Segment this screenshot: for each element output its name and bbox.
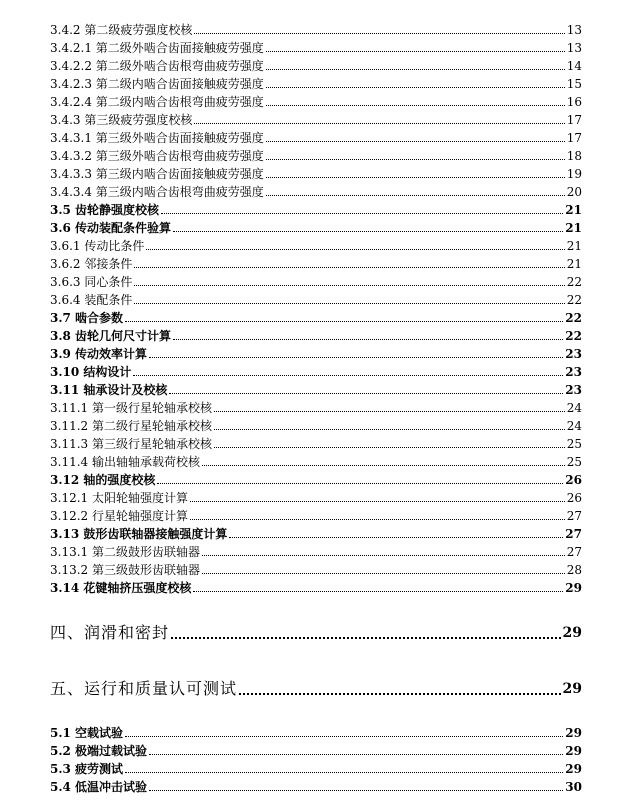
toc-entry-page: 26 bbox=[566, 491, 582, 505]
toc-leader-dots bbox=[229, 537, 563, 538]
toc-entry[interactable] bbox=[50, 127, 582, 145]
toc-entry-title: 3.10 结构设计 bbox=[50, 365, 132, 379]
toc-chapter-title: 五、运行和质量认可测试 bbox=[50, 679, 238, 698]
toc-entry[interactable] bbox=[50, 109, 582, 127]
toc-entry-page: 23 bbox=[565, 365, 582, 379]
toc-entry-title: 3.12 轴的强度校核 bbox=[50, 473, 156, 487]
toc-entry-page: 29 bbox=[565, 581, 582, 595]
toc-leader-dots bbox=[149, 357, 563, 358]
toc-entry-title: 3.4.3.3 第三级内啮合齿面接触疲劳强度 bbox=[50, 167, 264, 181]
toc-entry-page: 27 bbox=[565, 527, 582, 541]
toc-entry-title: 3.4.3.2 第三级外啮合齿根弯曲疲劳强度 bbox=[50, 149, 264, 163]
toc-entry-title: 3.11.2 第二级行星轮轴承校核 bbox=[50, 419, 212, 433]
toc-entry-title: 3.6.2 邻接条件 bbox=[50, 257, 133, 271]
toc-chapter-title: 四、润滑和密封 bbox=[50, 623, 170, 642]
toc-entry-title: 3.6 传动装配条件验算 bbox=[50, 221, 172, 235]
toc-leader-dots bbox=[266, 69, 565, 70]
toc-entry-title: 3.11.3 第三级行星轮轴承校核 bbox=[50, 437, 212, 451]
toc-entry-page: 21 bbox=[565, 221, 582, 235]
toc-entry[interactable] bbox=[50, 740, 582, 758]
toc-leader-dots bbox=[202, 465, 565, 466]
toc-chapter-page: 29 bbox=[562, 681, 582, 697]
toc-entry-page: 17 bbox=[566, 113, 582, 127]
toc-leader-dots bbox=[146, 249, 564, 250]
toc-entry[interactable] bbox=[50, 235, 582, 253]
toc-leader-dots bbox=[266, 159, 565, 160]
toc-entry-page: 27 bbox=[566, 545, 582, 559]
toc-entry-title: 3.9 传动效率计算 bbox=[50, 347, 148, 361]
toc-entry-page: 21 bbox=[566, 257, 582, 271]
toc-entry-title: 3.5 齿轮静强度校核 bbox=[50, 203, 160, 217]
toc-entry-page: 22 bbox=[565, 311, 582, 325]
toc-entry-page: 26 bbox=[565, 473, 582, 487]
toc-chapter-entry[interactable] bbox=[50, 677, 582, 699]
toc-leader-dots bbox=[266, 105, 565, 106]
toc-entry-page: 17 bbox=[566, 131, 582, 145]
toc-entry-page: 29 bbox=[565, 762, 582, 776]
toc-leader-dots bbox=[161, 213, 563, 214]
toc-leader-dots bbox=[125, 772, 563, 773]
toc-entry[interactable] bbox=[50, 451, 582, 469]
toc-entry[interactable] bbox=[50, 415, 582, 433]
toc-entry-title: 3.11.4 输出轴轴承载荷校核 bbox=[50, 455, 200, 469]
toc-entry[interactable] bbox=[50, 253, 582, 271]
toc-entry-title: 5.1 空载试验 bbox=[50, 726, 124, 740]
toc-entry-page: 29 bbox=[565, 726, 582, 740]
toc-entry-page: 14 bbox=[566, 59, 582, 73]
toc-entry-page: 27 bbox=[566, 509, 582, 523]
toc-entry[interactable] bbox=[50, 37, 582, 55]
toc-entry-title: 3.12.1 太阳轮轴强度计算 bbox=[50, 491, 188, 505]
toc-entry[interactable] bbox=[50, 91, 582, 109]
toc-entry-title: 3.6.1 传动比条件 bbox=[50, 239, 145, 253]
toc-entry[interactable] bbox=[50, 289, 582, 307]
toc-entry[interactable] bbox=[50, 559, 582, 577]
toc-leader-dots bbox=[149, 790, 563, 791]
toc-leader-dots bbox=[266, 141, 565, 142]
toc-entry-page: 18 bbox=[566, 149, 582, 163]
toc-entry-page: 24 bbox=[566, 419, 582, 433]
toc-entry-page: 19 bbox=[566, 167, 582, 181]
toc-entry-title: 3.4.3 第三级疲劳强度校核 bbox=[50, 113, 193, 127]
toc-entry-title: 5.2 极端过载试验 bbox=[50, 744, 148, 758]
toc-leader-dots bbox=[149, 754, 563, 755]
toc-entry[interactable] bbox=[50, 55, 582, 73]
toc-leader-dots bbox=[134, 267, 564, 268]
toc-entry[interactable] bbox=[50, 307, 582, 325]
toc-entry-page: 16 bbox=[566, 95, 582, 109]
toc-entry[interactable] bbox=[50, 163, 582, 181]
toc-leader-dots bbox=[173, 339, 563, 340]
toc-entry[interactable] bbox=[50, 523, 582, 541]
toc-leader-dots bbox=[214, 429, 565, 430]
toc-entry-title: 3.13.1 第二级鼓形齿联轴器 bbox=[50, 545, 200, 559]
toc-leader-dots bbox=[214, 411, 565, 412]
toc-entry[interactable] bbox=[50, 199, 582, 217]
toc-entry-page: 20 bbox=[566, 185, 582, 199]
toc-entry-page: 23 bbox=[565, 347, 582, 361]
toc-leader-dots bbox=[125, 736, 563, 737]
toc-leader-dots bbox=[193, 591, 563, 592]
toc-entry[interactable] bbox=[50, 379, 582, 397]
toc-entry-page: 13 bbox=[566, 23, 582, 37]
toc-leader-dots bbox=[266, 87, 565, 88]
toc-entry-page: 22 bbox=[566, 275, 582, 289]
toc-leader-dots bbox=[169, 393, 563, 394]
toc-entry[interactable] bbox=[50, 271, 582, 289]
toc-leader-dots bbox=[190, 519, 565, 520]
toc-entry[interactable] bbox=[50, 325, 582, 343]
toc-leader-dots bbox=[133, 375, 563, 376]
toc-entry-title: 3.11 轴承设计及校核 bbox=[50, 383, 168, 397]
toc-leader-dots bbox=[125, 321, 563, 322]
toc-entry-page: 29 bbox=[565, 744, 582, 758]
toc-entry-title: 3.13 鼓形齿联轴器接触强度计算 bbox=[50, 527, 228, 541]
toc-leader-dots bbox=[194, 123, 564, 124]
toc-entry-page: 28 bbox=[566, 563, 582, 577]
toc-entry-title: 5.4 低温冲击试验 bbox=[50, 780, 148, 794]
toc-entry[interactable] bbox=[50, 19, 582, 37]
toc-entry[interactable] bbox=[50, 722, 582, 740]
toc-entry[interactable] bbox=[50, 181, 582, 199]
toc-entry-title: 3.4.2.1 第二级外啮合齿面接触疲劳强度 bbox=[50, 41, 264, 55]
toc-chapter-entry[interactable] bbox=[50, 621, 582, 643]
toc-entry[interactable] bbox=[50, 776, 582, 794]
toc-entry-title: 3.11.1 第一级行星轮轴承校核 bbox=[50, 401, 212, 415]
toc-entry-title: 3.6.3 同心条件 bbox=[50, 275, 133, 289]
toc-entry-title: 3.4.3.1 第三级外啮合齿面接触疲劳强度 bbox=[50, 131, 264, 145]
toc-leader-dots bbox=[202, 573, 565, 574]
toc-leader-dots bbox=[266, 195, 565, 196]
toc-entry-page: 30 bbox=[565, 780, 582, 794]
toc-entry-title: 3.4.2.3 第二级内啮合齿面接触疲劳强度 bbox=[50, 77, 264, 91]
toc-entry[interactable] bbox=[50, 505, 582, 523]
toc-entry-title: 3.12.2 行星轮轴强度计算 bbox=[50, 509, 188, 523]
toc-entry-title: 3.4.2.2 第二级外啮合齿根弯曲疲劳强度 bbox=[50, 59, 264, 73]
toc-entry[interactable] bbox=[50, 577, 582, 595]
toc-entry-title: 3.13.2 第三级鼓形齿联轴器 bbox=[50, 563, 200, 577]
toc-entry[interactable] bbox=[50, 73, 582, 91]
toc-entry-title: 3.8 齿轮几何尺寸计算 bbox=[50, 329, 172, 343]
toc-entry-title: 3.4.2.4 第二级内啮合齿根弯曲疲劳强度 bbox=[50, 95, 264, 109]
toc-entry-title: 3.7 啮合参数 bbox=[50, 311, 124, 325]
toc-entry-title: 3.4.2 第二级疲劳强度校核 bbox=[50, 23, 193, 37]
toc-entry-page: 23 bbox=[565, 383, 582, 397]
toc-entry[interactable] bbox=[50, 343, 582, 361]
toc-leader-dots bbox=[239, 693, 561, 695]
toc-entry-page: 25 bbox=[566, 455, 582, 469]
toc-leader-dots bbox=[190, 501, 565, 502]
toc-entry-title: 5.3 疲劳测试 bbox=[50, 762, 124, 776]
toc-entry-page: 15 bbox=[566, 77, 582, 91]
toc-leader-dots bbox=[173, 231, 563, 232]
toc-entry[interactable] bbox=[50, 487, 582, 505]
toc-entry-title: 3.6.4 装配条件 bbox=[50, 293, 133, 307]
toc-entry[interactable] bbox=[50, 433, 582, 451]
toc-entry-page: 21 bbox=[565, 203, 582, 217]
toc-entry[interactable] bbox=[50, 397, 582, 415]
toc-leader-dots bbox=[194, 33, 564, 34]
toc-entry-page: 22 bbox=[566, 293, 582, 307]
toc-leader-dots bbox=[157, 483, 563, 484]
toc-entry[interactable] bbox=[50, 217, 582, 235]
toc-entry[interactable] bbox=[50, 469, 582, 487]
toc-leader-dots bbox=[134, 303, 564, 304]
toc-leader-dots bbox=[202, 555, 565, 556]
toc-leader-dots bbox=[266, 177, 565, 178]
toc-entry-page: 13 bbox=[566, 41, 582, 55]
toc-leader-dots bbox=[171, 637, 561, 639]
toc-entry[interactable] bbox=[50, 145, 582, 163]
toc-entry-title: 3.4.3.4 第三级内啮合齿根弯曲疲劳强度 bbox=[50, 185, 264, 199]
toc-entry-page: 22 bbox=[565, 329, 582, 343]
toc-entry-page: 21 bbox=[566, 239, 582, 253]
toc-leader-dots bbox=[134, 285, 564, 286]
toc-leader-dots bbox=[266, 51, 565, 52]
toc-entry-page: 24 bbox=[566, 401, 582, 415]
toc-leader-dots bbox=[214, 447, 565, 448]
toc-entry-title: 3.14 花键轴挤压强度校核 bbox=[50, 581, 192, 595]
toc-chapter-page: 29 bbox=[562, 625, 582, 641]
toc-entry[interactable] bbox=[50, 541, 582, 559]
toc-entry[interactable] bbox=[50, 361, 582, 379]
toc-entry-page: 25 bbox=[566, 437, 582, 451]
toc-entry[interactable] bbox=[50, 758, 582, 776]
